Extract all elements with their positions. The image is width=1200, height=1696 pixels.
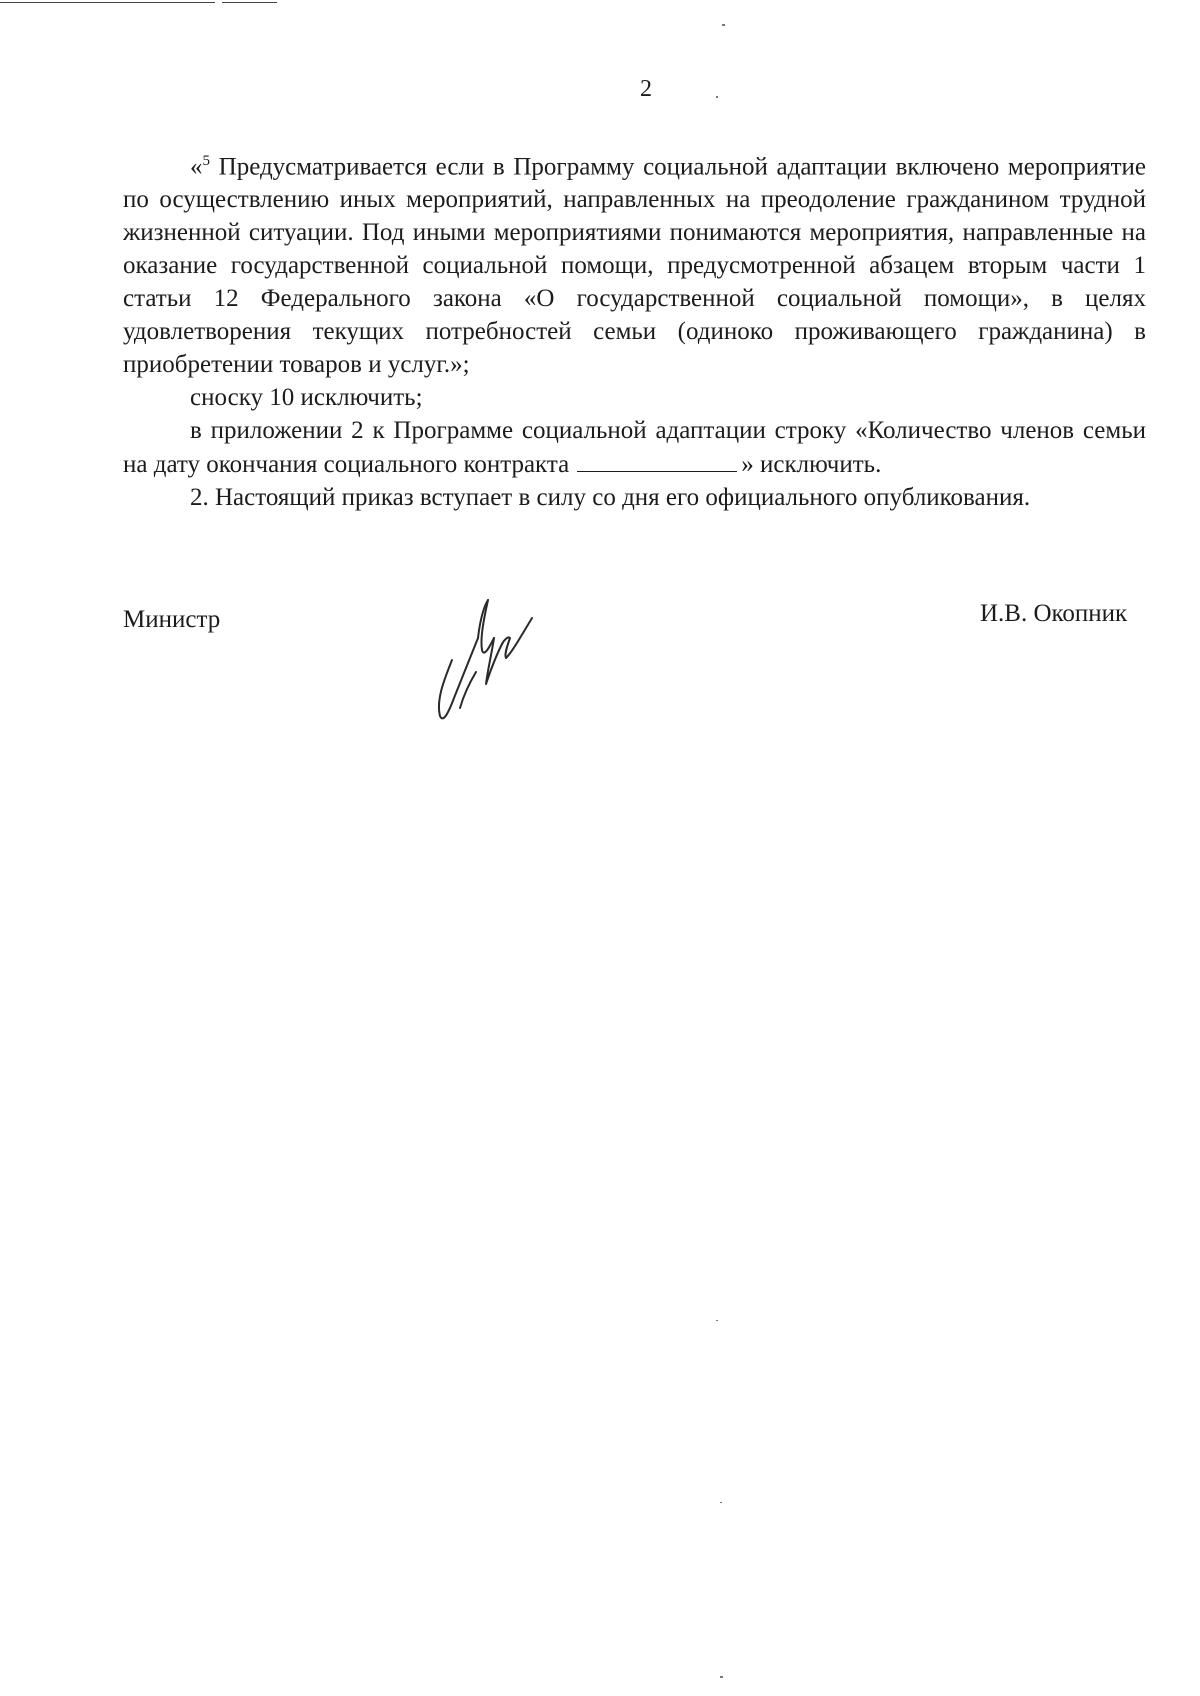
scan-speck [720,1676,723,1678]
paragraph-effective-date: 2. Настоящий приказ вступает в силу со дня его официального опубликования. [190,484,1031,512]
signatory-name: И.В. Окопник [980,600,1128,627]
blank-line [577,447,737,472]
handwritten-signature [430,598,570,728]
top-rule-segment [222,2,277,3]
paragraph-text: в приложении 2 к Программе социальной адаптации строку «Количество членов семьи на дату окончания социального контракта [123,417,1146,479]
scan-speck [716,96,718,98]
paragraph-appendix-2 [123,414,1146,481]
paragraph-text: Предусматривается если в Программу социальной адаптации включено мероприятие по осуществлению иных мероприятий, направленных на преодоление гражданином трудной жизненной ситуации. Под иными мероприятиями понимаются мероприятия, направленные на оказание государственной социальной помощи, предусмотренной абзацем вторым части 1 статьи 12 Федерального закона «О государственной социальной помощи», в целях удовлетворения текущих потребностей семьи (одиноко проживающего гражданина) в приобретении товаров и услуг.»; [123,153,1146,379]
opening-quote: « [190,153,203,181]
scan-speck [722,24,725,26]
paragraph-footnote-10: сноску 10 исключить; [190,384,423,412]
document-body [123,145,1146,514]
page-number: 2 [640,76,652,102]
top-rule [0,2,215,3]
paragraph-text-end: » исключить. [741,451,882,479]
scan-speck [716,1320,718,1321]
signatory-title: Министр [123,606,221,633]
paragraph-footnote-5 [123,145,1146,381]
footnote-marker: 5 [202,153,210,169]
scan-speck [720,1502,722,1503]
